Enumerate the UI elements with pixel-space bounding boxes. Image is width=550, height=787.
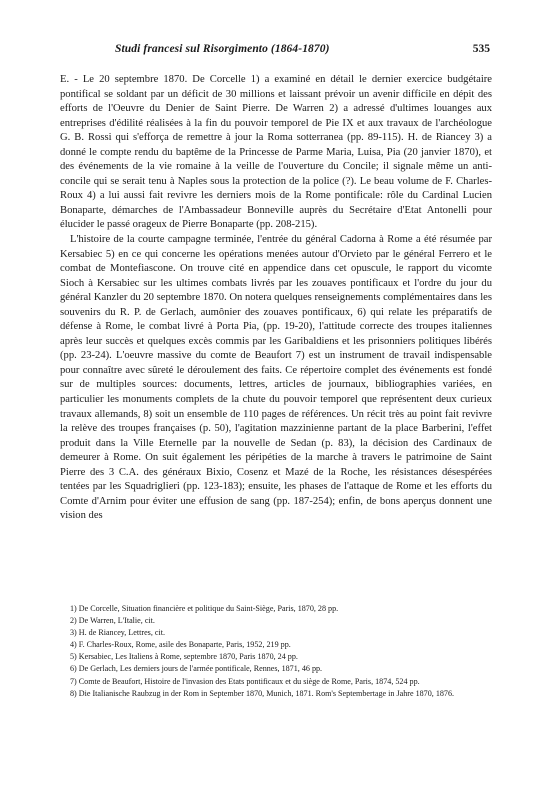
page-number: 535 [472, 43, 490, 55]
footnote: 1) De Corcelle, Situation financière et politique du Saint-Siège, Paris, 1870, 28 pp. [70, 604, 339, 613]
footnote: 4) F. Charles-Roux, Rome, asile des Bonaparte, Paris, 1952, 219 pp. [70, 640, 291, 650]
footnote: 5) Kersabiec, Les Italiens à Rome, septembre 1870, Paris 1870, 24 pp. [70, 652, 298, 662]
body-text [60, 73, 492, 524]
footnote: 8) Die Italianische Raubzug in der Rom in September 1870, Munich, 1871. Rom's Septembertage in Jahre 1870, 1876. [70, 688, 455, 698]
footnote: 6) De Gerlach, Les derniers jours de l'armée pontificale, Rennes, 1871, 46 pp. [70, 664, 323, 674]
running-head [60, 43, 490, 59]
footnote: 7) Comte de Beaufort, Histoire de l'invasion des Etats pontificaux et du siège de Rome, Paris, 1874, 524 pp. [70, 676, 420, 686]
footnote: 2) De Warren, L'Italie, cit. [70, 616, 155, 626]
footnote: 3) H. de Riancey, Lettres, cit. [70, 628, 165, 638]
footnotes [60, 603, 492, 700]
body-paragraph: L'histoire de la courte campagne terminée, l'entrée du général Cadorna à Rome a été résumée par Kersabiec 5) en ce qui concerne les opérations menées autour d'Orvieto par le général Ferrero et le combat de Montefiascone. On trouve cité en appendice dans cet opuscule, le rapport du vicomte Sioch à Kersabiec sur les ultimes combats livrés par les zouaves pontificaux et l'ordre du jour du général Kanzler du 20 septembre 1870. On notera quelques renseignements complémentaires dans les souvenirs du R. P. de Gerlach, aumônier des zouaves pontificaux, 6) qui relate les préparatifs de défense à Rome, le combat livré à Porta Pia, (pp. 19-20), l'attitude correcte des troupes italiennes après leur succès et quelques excès commis par les Garibaldiens et les prisonniers politiques libérés (pp. 23-24). L'oeuvre massive du comte de Beaufort 7) est un instrument de travail indispensable pour connaître avec sûreté le déroulement des faits. Ce répertoire complet des événements est fondé sur de multiples sources: documents, lettres, articles de journaux, bibliographies variées, en particulier les monuments complets de la chute du pouvoir temporel que représentent deux curieux travaux allemands, 8) soit un ensemble de 110 pages de références. Un récit très au point fait revivre la relève des troupes françaises (p. 50), l'agitation mazzinienne partant de la place Barberini, l'effet produit dans la Ville Eternelle par la nouvelle de Sedan (p. 83), la décision des Cardinaux de demeurer à Rome. On suit également les péripéties de la marche à travers le patrimoine de Saint Pierre des 3 C.A. des généraux Bixio, Cosenz et Mazé de la Roche, les résistances désespérées tentées par les Squadriglieri (pp. 123-183); ensuite, les phases de l'attaque de Rome et les efforts du Comte d'Arnim pour éviter une effusion de sang (pp. 187-254); enfin, de bons aperçus donnent une vision des [60, 234, 492, 522]
running-title: Studi francesi sul Risorgimento (1864-1870) [115, 43, 330, 55]
body-paragraph: E. - Le 20 septembre 1870. De Corcelle 1) a examiné en détail le dernier exercice budgétaire pontifical se soldant par un déficit de 30 millions et laissant prévoir un avenir difficile en dépit des efforts de l'Oeuvre du Denier de Saint Pierre. De Warren 2) a adressé d'ultimes louanges aux entreprises d'édilité réalisées à la fin du pouvoir temporel de Pie IX et aux travaux de l'archéologue G. B. Rossi qui s'efforça de remettre à jour la Roma sotterranea (pp. 89-115). H. de Riancey 3) a donné le compte rendu du baptême de la Princesse de Parme Maria, Luisa, Pia (20 janvier 1870), et des événements de la vie romaine à la veille de l'ouverture du Concile; il signale même un anti-concile qui se serait tenu à Naples sous la protection de la police (?). Le beau volume de F. Charles-Roux 4) a lui aussi fait revivre les derniers mois de la Rome pontificale: rôle du Cardinal Lucien Bonaparte, démarches de l'Ambassadeur Bonneville auprès du Secrétaire d'Etat Antonelli pour élucider le passé orageux de Pierre Bonaparte (pp. 208-215). [60, 74, 492, 231]
